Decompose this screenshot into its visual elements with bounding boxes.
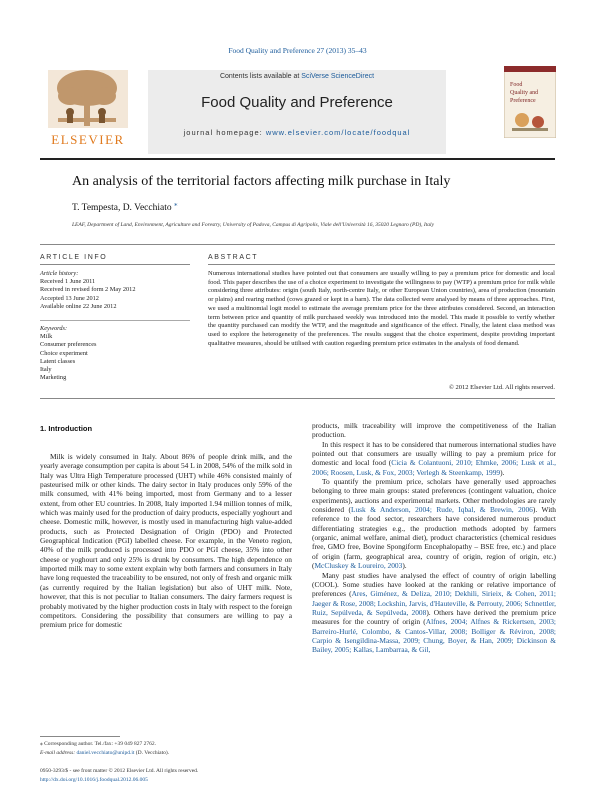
keyword: Milk: [40, 333, 53, 341]
article-title: An analysis of the territorial factors affecting milk purchase in Italy: [72, 174, 451, 189]
citation-link[interactable]: Lusk & Anderson, 2004; Rude, Iqbal, & Brewin, 2006: [350, 505, 533, 515]
paragraph: [312, 571, 556, 655]
paragraph-text: In this respect it has to be considered that numerous international studies have pointed out that consumers are usually willing to pay a premium price for domestic and local food (: [312, 439, 556, 468]
article-info-rule: [40, 264, 190, 265]
elsevier-logo: [40, 66, 136, 150]
paragraph: [312, 440, 556, 477]
footnote-email: [40, 750, 292, 757]
publisher-name: ELSEVIER: [51, 132, 125, 147]
header-rule: [40, 158, 555, 160]
corresponding-author-mark[interactable]: ⁎: [173, 200, 178, 208]
contents-line: [148, 73, 446, 80]
keyword: Choice experiment: [40, 349, 88, 357]
body-column-right: [312, 421, 556, 655]
author-names: T. Tempesta, D. Vecchiato: [72, 203, 172, 214]
history-heading: Article history:: [40, 270, 79, 277]
citation-link[interactable]: Alfnes, 2004; Alfnes & Rickertsen, 2003; Barreiro-Hurlé, Colombo, & Cantos-Villar, 2008; Bolliger & Réviron, 2008; Carpio & Isengildina-Massa, 2009; Chung, Boyer, & Han, 2009; Dickinson & Bailey, 2005; Kallas, Lambarraa, & Gil,: [312, 617, 556, 655]
email-suffix: (D. Vecchiato).: [134, 750, 170, 756]
contents-prefix: Contents lists available at: [219, 73, 302, 80]
citation-link[interactable]: Ares, Giménez, & Deliza, 2010; Dekhili, Sirieix, & Cohen, 2011; Jaeger & Rose, 2008; Lockshin, Jarvis, d'Hauteville, & Perrouty, 2006; Schnettler, Ruiz, Sepúlveda, & Sepúlveda, 2008: [312, 589, 556, 617]
history-item: Received 1 June 2011: [40, 278, 96, 286]
svg-text:Preference: Preference: [510, 98, 536, 104]
citation-link[interactable]: Cicia & Colantuoni, 2010; Ehmke, 2006; Lusk et al., 2006; Roosen, Lusk, & Fox, 2003; Verlegh & Steenkamp, 1999: [312, 458, 556, 477]
article-info-heading: ARTICLE INFO: [40, 254, 108, 261]
paragraph-text: Many past studies have analysed the effect of country of origin labelling (COOL). Some studies have looked at the ranking or relative importance of preferences (: [312, 570, 556, 599]
paragraph-text: ). Others have derived the premium price measures for the country of origin (: [312, 607, 556, 627]
svg-text:Food: Food: [510, 82, 523, 88]
paragraph: products, milk traceability will improve the competitiveness of the Italian production.: [312, 421, 556, 440]
homepage-link[interactable]: www.elsevier.com/locate/foodqual: [265, 128, 411, 137]
history-item: Accepted 13 June 2012: [40, 294, 99, 302]
keywords: [40, 325, 190, 382]
paragraph-text: ).: [402, 561, 407, 571]
email-link[interactable]: daniel.vecchiato@unipd.it: [76, 750, 135, 756]
abstract-rule: [208, 264, 555, 265]
authors: [72, 200, 177, 213]
paragraph-text: To quantify the premium price, scholars have generally used approaches belonging to three main groups: stated preferences (contingent valuation, choice experiments), auctions and experimental markets. Other methodologies are rarely considered (: [312, 477, 556, 515]
homepage-prefix: journal homepage:: [183, 128, 266, 137]
paragraph: [312, 477, 556, 570]
keywords-heading: Keywords:: [40, 325, 68, 332]
sciencedirect-link[interactable]: SciVerse ScienceDirect: [301, 73, 375, 80]
history-item: Received in revised form 2 May 2012: [40, 286, 136, 294]
svg-text:Quality and: Quality and: [510, 90, 539, 96]
paragraph: Milk is widely consumed in Italy. About 86% of people drink milk, and the yearly average consumption per capita is about 54 L in 2008, 54% of the milk sold in Italy was Ultra High Temperature processed (UHT) while 46% consisted mainly of pasteurised milk or other kinds. The dairy sector in Italy produces only 59% of the milk consumed, with 41% being imported, most from Germany and to a lesser extent, from other EU countries. In 2008, Italy imported 1.94 million tonnes of milk, which was mainly used for the production of dairy products, especially yoghourt and cheese. Domestic milk, however, is mostly used in manufacturing high value-added products, such as Protected Designation of Origin (PDO) and Protected Geographical Indication (PGI) labelled cheese. For example, in the Veneto region, 40% of the milk produced is processed into PDO or PGI cheese, 35% into other cheese or yoghourt and only 25% is drunk by consumers. The high dependence on imported milk may to some extent explain why both farmers and consumers in Italy have long requested the traceability to be ensured, not only of fresh and organic milk (as currently required by the Italian legislation) but also of UHT milk. Note, however, that this is not peculiar to Italian consumers. The dairy farmers request is probably motivated by the higher production costs in Italy with respect to the foreign competitors. Considering the possibility that consumers are willing to pay a premium price for domestic: [40, 452, 292, 630]
paragraph-text: ). With reference to the food sector, researchers have considered numerous product differentiating strategies e.g., the production methods adopted by farmers (organic, animal welfare, animal diet), product characteristics (chemical residues free, GMO free, Bovine Spongiform Encephalopathy – BSE free, etc.) and place of origin (farm, geographical area, country of origin, region of origin, etc.) (: [312, 505, 557, 571]
keyword: Latent classes: [40, 357, 76, 365]
history-item: Available online 22 June 2012: [40, 302, 117, 310]
article-info-divider: [40, 320, 190, 321]
doi-link[interactable]: [40, 777, 292, 784]
abstract-text: Numerous international studies have pointed out that consumers are usually willing to pay a premium price for domestic and local food. This paper describes the use of a choice experiment to investigate the willingness to pay (WTP) a premium price for milk while considering three attributes: origin (south Italy, north-centre Italy, or other European Union countries), area of production (mountain or plains) and rearing method (cows grazed or kept in a barn). The data collected were analysed by means of three approaches. First, we used a multinomial logit model to estimate the average premium price for the three attributes considered. Second, an interaction term between price and quantity of milk purchased weekly was introduced into the model. This made it possible to verify whether the quantity purchased can modify the WTP, and the magnitude and significance of the effect. Finally, the latent class method was used to explore the heterogeneity of the preferences. The results suggest that the choice experiment, despite providing important qualitative measures, should be utilised with caution regarding premium price estimates in the analysis of food demand.: [208, 270, 555, 347]
journal-reference[interactable]: Food Quality and Preference 27 (2013) 35–43: [228, 46, 367, 55]
issn-line: 0950-3293/$ - see front matter © 2012 Elsevier Ltd. All rights reserved.: [40, 768, 199, 774]
keyword: Consumer preferences: [40, 341, 97, 349]
abstract-heading: ABSTRACT: [208, 254, 259, 261]
journal-cover-image: [504, 66, 556, 138]
footnote-rule: [40, 736, 120, 737]
body-rule: [40, 398, 555, 399]
section-heading-introduction: 1. Introduction: [40, 424, 93, 433]
paragraph-text: ).: [500, 467, 505, 477]
article-history: [40, 270, 190, 311]
body-column-left: [40, 452, 292, 630]
affiliation: LEAF, Department of Land, Environment, Agriculture and Forestry, University of Padova, Campus di Agripolis, Viale dell'Università 16, 35020 Legnaro (PD), Italy: [72, 222, 435, 228]
journal-header-box: [148, 70, 446, 154]
doi-text[interactable]: http://dx.doi.org/10.1016/j.foodqual.2012.06.005: [40, 777, 148, 783]
section-rule: [40, 244, 555, 245]
journal-homepage: [148, 128, 446, 137]
email-label: E-mail address:: [40, 750, 77, 756]
citation-link[interactable]: McCluskey & Loureiro, 2003: [314, 561, 403, 571]
copyright: © 2012 Elsevier Ltd. All rights reserved.: [448, 384, 555, 391]
keyword: Italy: [40, 366, 52, 374]
keyword: Marketing: [40, 374, 67, 382]
footnote-corresponding: ⁎ Corresponding author. Tel./fax: +39 049 827 2762.: [40, 741, 156, 747]
journal-title: Food Quality and Preference: [201, 94, 393, 111]
